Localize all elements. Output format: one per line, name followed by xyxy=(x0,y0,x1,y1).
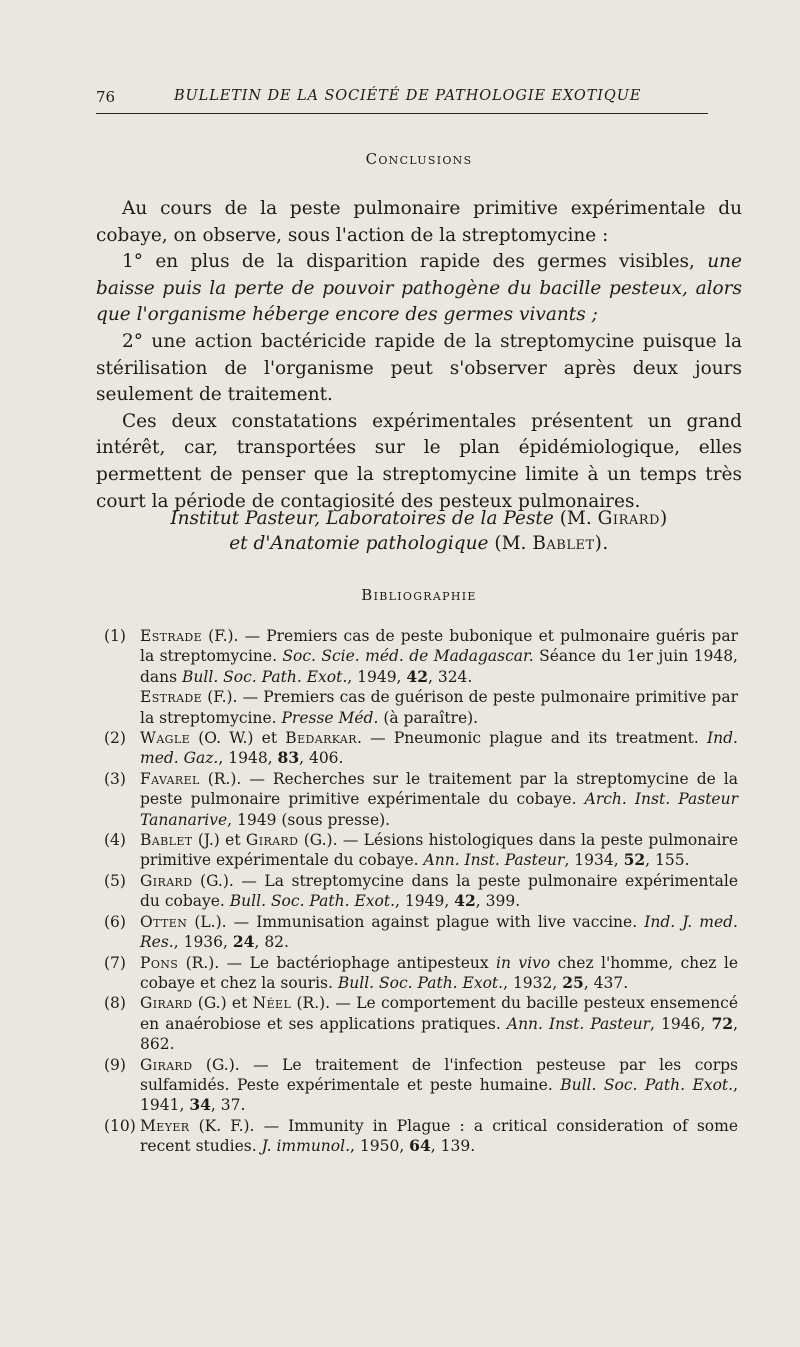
paragraph: 2° une action bactéricide rapide de la streptomycine puisque la stérilisation de l'organisme peut s'observer après deux jours seulement de traitement. xyxy=(96,330,742,406)
ref-text: , 1936, xyxy=(173,933,233,952)
ref-text: , 1941, xyxy=(140,1075,738,1115)
reference-item xyxy=(104,953,738,994)
ref-journal: Ind. J. med. Res. xyxy=(140,912,738,952)
paragraph-lead: 1° en plus de la disparition rapide des germes visibles, xyxy=(122,251,695,273)
ref-author: Wagle xyxy=(140,729,190,748)
ref-author: Girard xyxy=(245,831,299,850)
running-header xyxy=(96,88,708,110)
ref-text: (R.). — Le comportement du bacille pesteux ensemencé en anaérobiose et ses applications pratiques. xyxy=(140,994,738,1033)
ref-journal: Bull. Soc. Path. Exot. xyxy=(229,892,396,911)
ref-journal: Presse Méd. xyxy=(281,708,379,727)
ref-volume: 24 xyxy=(232,932,255,952)
ref-volume: 25 xyxy=(562,972,584,992)
ref-text: , 324. xyxy=(427,667,473,686)
ref-journal: Arch. Inst. Pasteur Tananarive xyxy=(140,790,738,829)
ref-text: , 1949, xyxy=(347,667,407,686)
ref-author: Favarel xyxy=(140,769,200,788)
signature-line-2 xyxy=(96,531,742,556)
ref-number: (7) xyxy=(104,953,126,972)
reference-item xyxy=(104,993,738,1054)
ref-author: Girard xyxy=(140,994,193,1013)
reference-item xyxy=(104,830,738,871)
ref-number: (4) xyxy=(104,831,126,850)
ref-text: , 1932, xyxy=(503,973,563,992)
ref-journal: Ann. Inst. Pasteur xyxy=(506,1014,651,1033)
ref-text: (O. W.) et xyxy=(190,729,286,748)
ref-number: (2) xyxy=(104,729,126,748)
ref-volume: 72 xyxy=(711,1013,734,1033)
ref-number: (8) xyxy=(104,994,126,1013)
ref-journal: in vivo xyxy=(496,953,551,972)
ref-text: , 139. xyxy=(430,1137,476,1156)
reference-item xyxy=(104,1055,738,1116)
paragraph: Ces deux constatations expérimentales présentent un grand intérêt, car, transportées sur le plan épidémiologique, elles permettent de penser que la streptomycine limite à un temps très court la période de contagiosité des pesteux pulmonaires. xyxy=(96,410,742,512)
reference-item xyxy=(104,912,738,953)
ref-journal: Ind. med. Gaz. xyxy=(140,729,738,768)
ref-text: , 82. xyxy=(254,933,289,952)
ref-text: (G.). — La streptomycine dans la peste pulmonaire expérimentale du cobaye. xyxy=(140,871,738,911)
ref-text: (L.). — Immunisation against plague with live vaccine. xyxy=(187,912,645,931)
ref-text: , 399. xyxy=(475,892,521,911)
reference-item xyxy=(104,687,738,728)
ref-journal: Bull. Soc. Path. Exot. xyxy=(337,973,504,992)
ref-volume: 64 xyxy=(409,1136,431,1156)
ref-journal: Soc. Scie. méd. de Madagascar. xyxy=(282,647,534,666)
ref-number: (1) xyxy=(104,627,126,645)
bibliography-list xyxy=(104,626,738,1157)
signature-line-1 xyxy=(96,506,742,531)
bibliography-heading: Bibliographie xyxy=(361,586,477,604)
ref-author: Pons xyxy=(140,953,179,972)
ref-number: (5) xyxy=(104,871,126,890)
laboratory-name: et d'Anatomie pathologique xyxy=(229,533,489,554)
ref-text: (G.). — Lésions histologiques dans la peste pulmonaire primitive expérimentale du cobaye. xyxy=(140,831,738,870)
paragraph-italic: une baisse puis la perte de pouvoir pathogène du bacille pesteux, alors que l'organisme héberge encore des germes vivants ; xyxy=(96,251,742,326)
ref-text: , 1949, xyxy=(395,892,455,911)
ref-number: (6) xyxy=(104,912,126,931)
ref-text: (G.). — Le traitement de l'infection pesteuse par les corps sulfamidés. Peste expérimentale et peste humaine. xyxy=(140,1055,738,1094)
reference-item xyxy=(104,1116,738,1157)
ref-text: Séance du 1er juin 1948, dans xyxy=(140,647,738,686)
ref-author: Estrade xyxy=(140,688,203,707)
ref-text: , 1934, xyxy=(564,851,624,870)
ref-text: , 37. xyxy=(210,1096,246,1115)
ref-author: Girard xyxy=(140,871,193,890)
ref-volume: 34 xyxy=(189,1095,211,1115)
author-bablet: Bablet). xyxy=(532,533,609,554)
paragraph: Au cours de la peste pulmonaire primitive expérimentale du cobaye, on observe, sous l'action de la streptomycine : xyxy=(96,198,742,246)
reference-item xyxy=(104,626,738,687)
ref-author: Bablet xyxy=(140,831,193,850)
ref-journal: J. immunol. xyxy=(261,1137,351,1156)
ref-text: , 862. xyxy=(140,1014,739,1054)
reference-item xyxy=(104,871,738,912)
ref-journal: Bull. Soc. Path. Exot. xyxy=(560,1075,734,1094)
ref-volume: 83 xyxy=(277,748,300,768)
ref-journal: Bull. Soc. Path. Exot. xyxy=(182,667,348,686)
reference-item xyxy=(104,769,738,830)
ref-volume: 52 xyxy=(623,850,646,870)
ref-text: , 155. xyxy=(645,851,690,870)
ref-author: Bedarkar xyxy=(285,729,357,748)
ref-author: Otten xyxy=(140,912,188,931)
ref-text: (à paraître). xyxy=(378,708,479,727)
ref-text: (G.) et xyxy=(192,994,253,1013)
conclusions-body xyxy=(96,196,742,515)
ref-text: (J.) et xyxy=(192,831,246,850)
ref-author: Néel xyxy=(252,994,292,1013)
reference-item xyxy=(104,728,738,769)
ref-text: , 1948, xyxy=(218,749,278,768)
ref-text: , 1946, xyxy=(650,1014,712,1033)
ref-number: (9) xyxy=(104,1055,126,1074)
ref-text: . — Pneumonic plague and its treatment. xyxy=(356,729,708,748)
ref-text: (K. F.). — Immunity in Plague : a critical consideration of some recent studies. xyxy=(140,1116,738,1156)
ref-text: chez l'homme, chez le cobaye et chez la souris. xyxy=(140,953,739,992)
conclusions-heading: Conclusions xyxy=(365,150,473,168)
ref-author: Estrade xyxy=(140,627,203,645)
paragraph xyxy=(96,249,742,329)
journal-title: BULLETIN DE LA SOCIÉTÉ DE PATHOLOGIE EXOTIQUE xyxy=(174,88,642,104)
ref-volume: 42 xyxy=(406,666,428,686)
page-number: 76 xyxy=(96,88,116,106)
ref-text: (R.). — Le bactériophage antipesteux xyxy=(178,953,497,972)
ref-author: Meyer xyxy=(140,1116,190,1135)
ref-author: Girard xyxy=(140,1055,193,1074)
ref-journal: Ann. Inst. Pasteur xyxy=(423,851,565,870)
header-rule xyxy=(96,113,708,114)
ref-text: (F.). — Premiers cas de guérison de peste pulmonaire primitive par la streptomycine. xyxy=(140,688,738,727)
ref-text: , 1950, xyxy=(350,1137,410,1156)
ref-number: (3) xyxy=(104,769,126,788)
signature-open: (M. xyxy=(494,533,527,554)
ref-text: , 1949 (sous presse). xyxy=(227,810,391,829)
signature-open: (M. xyxy=(559,508,592,529)
ref-number: (10) xyxy=(104,1116,136,1135)
ref-text: (F.). — Premiers cas de peste bubonique et pulmonaire guéris par la streptomycine. xyxy=(140,627,738,666)
ref-text: (R.). — Recherches sur le traitement par la streptomycine de la peste pulmonaire primitive expérimentale du cobaye. xyxy=(140,769,738,809)
author-girard: Girard) xyxy=(597,508,668,529)
ref-text: , 406. xyxy=(299,749,344,768)
ref-volume: 42 xyxy=(454,891,476,911)
ref-text: , 437. xyxy=(583,973,629,992)
institute-name: Institut Pasteur, Laboratoires de la Peste xyxy=(170,508,554,529)
